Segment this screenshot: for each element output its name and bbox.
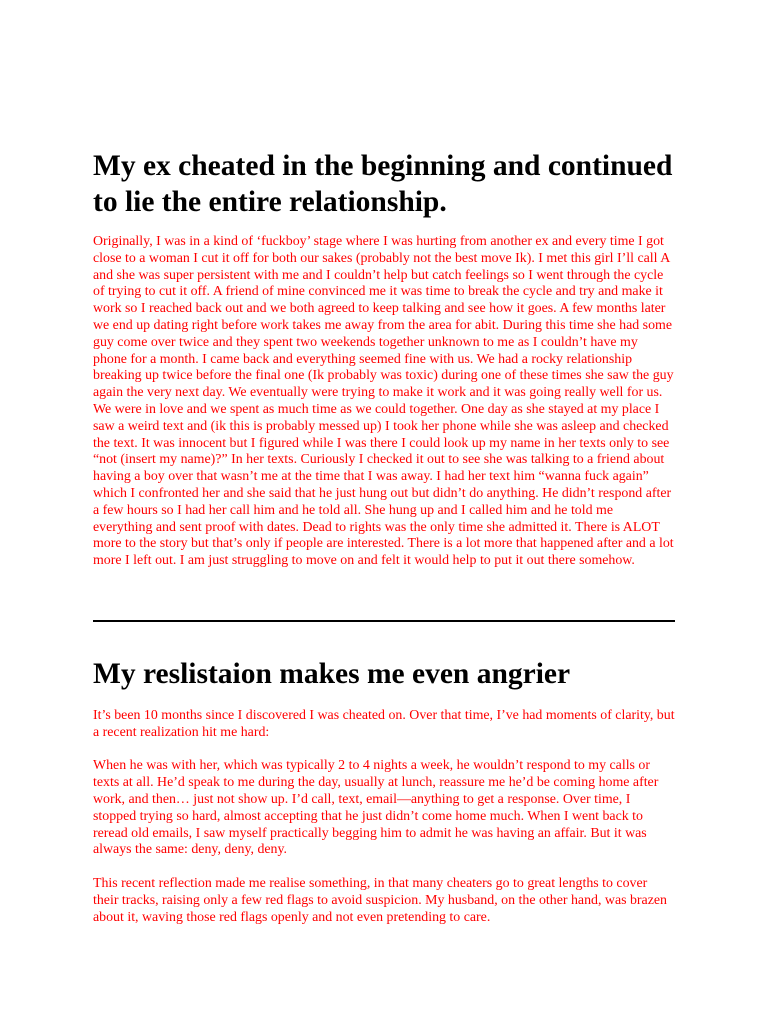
post-1-paragraph-1: Originally, I was in a kind of ‘fuckboy’ stage where I was hurting from another ex and every time I got close to a woman I cut it off for both our sakes (probably not the best move Ik). I met this girl I’ll call A and she was super persistent with me and I couldn’t help but catch feelings so I went through the cycle of trying to cut it off. A friend of mine convinced me it was time to break the cycle and try and make it work so I reached back out and we both agreed to keep talking and see how it goes. A few months later we end up dating right before work takes me away from the area for abit. During this time she had some guy come over twice and they spent two weekends together unknown to me as I couldn’t have my phone for a month. I came back and everything seemed fine with us. We had a rocky relationship breaking up twice before the final one (Ik probably was toxic) during one of these times she saw the guy again the very next day. We eventually were trying to make it work and it was going really well for us. We were in love and we spent as much time as we could together. One day as she stayed at my place I saw a weird text and (ik this is probably messed up) I took her phone while she was asleep and checked the text. It was innocent but I figured while I was there I could look up my name in her texts only to see “not (insert my name)?” In her texts. Curiously I checked it out to see she was talking to a friend about having a boy over that wasn’t me at the time that I was away. I had her text him “wanna fuck again” which I confronted her and she said that he just hung out but didn’t do anything. He didn’t respond after a few hours so I had her call him and he told all. She hung up and I called him and he told me everything and sent proof with dates. Dead to rights was the only time she admitted it. There is ALOT more to the story but that’s only if people are interested. There is a lot more that happened after and a lot more I left out. I am just struggling to move on and felt it would help to put it out there somehow.	[93, 234, 674, 569]
post-1-title: My ex cheated in the beginning and continued to lie the entire relationship.	[93, 150, 673, 218]
post-1-body	[93, 234, 675, 570]
post-2-paragraph-3: This recent reflection made me realise something, in that many cheaters go to great lengths to cover their tracks, raising only a few red flags to avoid suspicion. My husband, on the other hand, was brazen about it, waving those red flags openly and not even pretending to care.	[93, 875, 667, 925]
post-2-title: My reslistaion makes me even angrier	[93, 658, 571, 690]
post-2-body	[93, 708, 675, 926]
post-divider	[93, 620, 675, 622]
post-2-paragraph-1: It’s been 10 months since I discovered I was cheated on. Over that time, I’ve had moments of clarity, but a recent realization hit me hard:	[93, 708, 675, 740]
post-2-paragraph-2: When he was with her, which was typically 2 to 4 nights a week, he wouldn’t respond to my calls or texts at all. He’d speak to me during the day, usually at lunch, reassure me he’d be coming home after work, and then… just not show up. I’d call, text, email—anything to get a response. Over time, I stopped trying so hard, almost accepting that he just didn’t come home much. When I went back to reread old emails, I saw myself practically begging him to admit he was having an affair. But it was always the same: deny, deny, deny.	[93, 758, 659, 858]
